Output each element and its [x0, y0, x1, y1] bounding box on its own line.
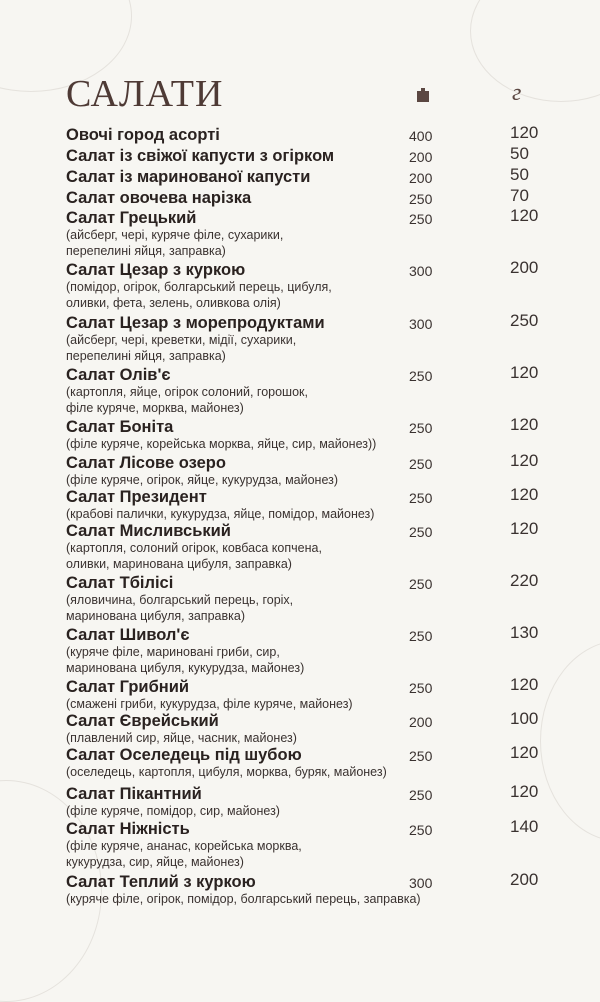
menu-item [66, 709, 586, 747]
item-name: Салат із свіжої капусти з огірком [66, 147, 335, 165]
item-price: 120 [510, 363, 539, 382]
item-weight: 200 [409, 149, 433, 165]
price-unit-label: г [512, 80, 522, 106]
item-weight: 250 [409, 211, 433, 227]
item-name: Салат Президент [66, 488, 207, 506]
item-price: 120 [510, 206, 539, 225]
menu-item [66, 363, 586, 416]
section-title: САЛАТИ [66, 73, 224, 115]
item-price: 50 [510, 165, 529, 184]
item-weight: 250 [409, 576, 433, 592]
item-price: 200 [510, 258, 539, 277]
item-weight: 250 [409, 680, 433, 696]
item-description: (крабові палички, кукурудза, яйце, помідор, майонез) [66, 507, 375, 521]
item-price: 220 [510, 571, 539, 590]
item-weight: 300 [409, 263, 433, 279]
item-description: (картопля, солоний огірок, ковбаса копчена, оливки, маринована цибуля, заправка) [66, 541, 322, 571]
menu-item [66, 817, 586, 870]
item-weight: 250 [409, 368, 433, 384]
menu-item [66, 782, 586, 820]
background-sketch [470, 0, 600, 102]
item-weight: 250 [409, 490, 433, 506]
item-weight: 250 [409, 524, 433, 540]
item-description: (картопля, яйце, огірок солоний, горошок, філе куряче, морква, майонез) [66, 385, 308, 415]
item-price: 250 [510, 311, 539, 330]
item-price: 120 [510, 485, 539, 504]
item-name: Салат Ніжність [66, 820, 190, 838]
item-weight: 400 [409, 128, 433, 144]
item-name: Салат Боніта [66, 418, 174, 436]
menu-item [66, 519, 586, 572]
item-description: (айсберг, чері, куряче філе, сухарики, перепелині яйця, заправка) [66, 228, 284, 258]
item-name: Салат Мисливський [66, 522, 231, 540]
item-weight: 250 [409, 822, 433, 838]
menu-item [66, 571, 586, 624]
item-description: (філе куряче, ананас, корейська морква, кукурудза, сир, яйце, майонез) [66, 839, 302, 869]
item-description: (айсберг, чері, креветки, мідії, сухарики, перепелині яйця, заправка) [66, 333, 297, 363]
item-weight: 300 [409, 316, 433, 332]
item-weight: 250 [409, 456, 433, 472]
item-price: 200 [510, 870, 539, 889]
item-price: 120 [510, 123, 539, 142]
item-description: (плавлений сир, яйце, часник, майонез) [66, 731, 297, 745]
item-name: Салат Олів'є [66, 366, 171, 384]
item-weight: 250 [409, 191, 433, 207]
menu-item [66, 415, 586, 453]
item-description: (яловичина, болгарський перець, горіх, маринована цибуля, заправка) [66, 593, 294, 623]
item-price: 120 [510, 451, 539, 470]
item-weight: 200 [409, 714, 433, 730]
item-description: (помідор, огірок, болгарський перець, цибуля, оливки, фета, зелень, оливкова олія) [66, 280, 332, 310]
item-name: Салат Грибний [66, 678, 190, 696]
menu-item [66, 485, 586, 523]
item-name: Салат Цезар з морепродуктами [66, 314, 325, 332]
menu-item [66, 258, 586, 311]
item-name: Салат Лісове озеро [66, 454, 226, 472]
item-description: (філе куряче, корейська морква, яйце, сир, майонез)) [66, 437, 377, 451]
menu-item [66, 206, 586, 259]
menu-item [66, 451, 586, 489]
item-price: 120 [510, 415, 539, 434]
menu-item [66, 311, 586, 364]
item-weight: 250 [409, 748, 433, 764]
item-weight: 250 [409, 787, 433, 803]
item-name: Салат Оселедець під шубою [66, 746, 302, 764]
item-description: (куряче філе, огірок, помідор, болгарський перець, заправка) [66, 892, 421, 906]
item-name: Салат Теплий з куркою [66, 873, 256, 891]
menu-item [66, 743, 586, 781]
item-name: Салат Цезар з куркою [66, 261, 246, 279]
item-name: Овочі город асорті [66, 126, 220, 144]
item-price: 50 [510, 144, 529, 163]
item-name: Салат Грецький [66, 209, 197, 227]
item-price: 120 [510, 743, 539, 762]
item-price: 120 [510, 675, 539, 694]
menu-item [66, 870, 586, 908]
menu-item [66, 623, 586, 676]
item-name: Салат Пікантний [66, 785, 202, 803]
item-price: 120 [510, 519, 539, 538]
menu-item [66, 123, 586, 145]
weight-icon [417, 88, 429, 102]
item-name: Салат Шивол'є [66, 626, 190, 644]
menu-item [66, 186, 586, 208]
item-description: (філе куряче, огірок, яйце, кукурудза, майонез) [66, 473, 339, 487]
item-weight: 250 [409, 628, 433, 644]
menu-item [66, 144, 586, 166]
item-price: 70 [510, 186, 529, 205]
item-weight: 300 [409, 875, 433, 891]
item-description: (смажені гриби, кукурудза, філе куряче, майонез) [66, 697, 353, 711]
item-description: (куряче філе, мариновані гриби, сир, маринована цибуля, кукурудза, майонез) [66, 645, 305, 675]
item-price: 140 [510, 817, 539, 836]
item-price: 130 [510, 623, 539, 642]
item-weight: 200 [409, 170, 433, 186]
item-name: Салат Тбілісі [66, 574, 174, 592]
item-description: (філе куряче, помідор, сир, майонез) [66, 804, 280, 818]
item-name: Салат Єврейський [66, 712, 219, 730]
menu-item [66, 675, 586, 713]
menu-item [66, 165, 586, 187]
item-name: Салат овочева нарізка [66, 189, 252, 207]
item-price: 120 [510, 782, 539, 801]
item-name: Салат із маринованої капусти [66, 168, 311, 186]
item-weight: 250 [409, 420, 433, 436]
item-description: (оселедець, картопля, цибуля, морква, буряк, майонез) [66, 765, 387, 779]
item-price: 100 [510, 709, 539, 728]
